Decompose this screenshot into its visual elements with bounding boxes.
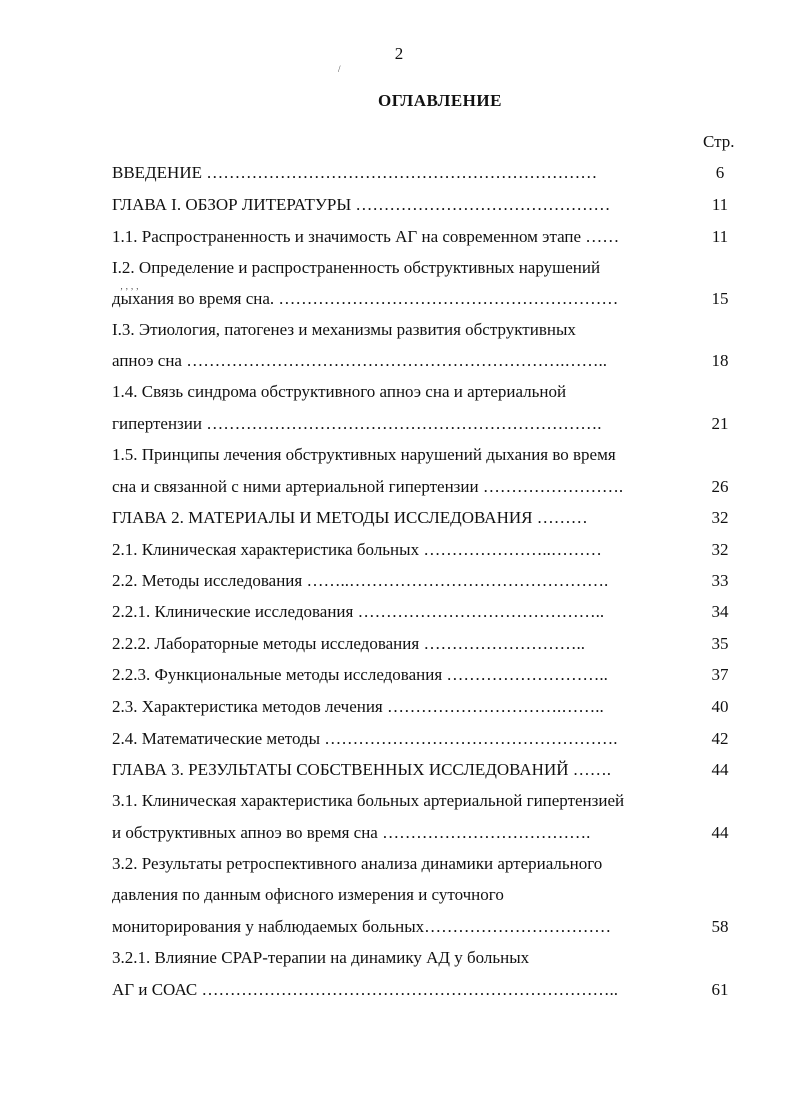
toc-page-number: 21 bbox=[711, 414, 729, 433]
toc-entry-line: ГЛАВА 3. РЕЗУЛЬТАТЫ СОБСТВЕННЫХ ИССЛЕДОВАНИЙ ……. bbox=[112, 760, 612, 779]
page-title: ОГЛАВЛЕНИЕ bbox=[378, 91, 502, 110]
toc-entry-line: гипертензии ……………………………………………………………. bbox=[112, 414, 602, 433]
toc-page-number: 40 bbox=[711, 697, 729, 716]
toc-entry-line: 2.2.3. Функциональные методы исследования ……………………….. bbox=[112, 665, 608, 684]
toc-page-number: 32 bbox=[711, 540, 729, 559]
toc-page-number: 58 bbox=[711, 917, 729, 936]
toc-entry-line: 2.2. Методы исследования ……..………………………………………. bbox=[112, 571, 609, 590]
toc-page-number: 35 bbox=[711, 634, 729, 653]
toc-entry-line: дыхания во время сна. …………………………………………………… bbox=[112, 289, 619, 308]
toc-entry-line: 2.4. Математические методы ……………………………………………. bbox=[112, 729, 618, 748]
toc-page-number: 15 bbox=[711, 289, 729, 308]
toc-entry-line: ГЛАВА 2. МАТЕРИАЛЫ И МЕТОДЫ ИССЛЕДОВАНИЯ ……… bbox=[112, 508, 588, 527]
toc-entry-line: 3.2.1. Влияние CPAP-терапии на динамику АД у больных bbox=[112, 948, 530, 967]
toc-page-number: 44 bbox=[711, 760, 729, 779]
toc-page-number: 42 bbox=[711, 729, 729, 748]
toc-page-number: 61 bbox=[711, 980, 729, 999]
toc-entry-line: 2.2.2. Лабораторные методы исследования ……………………….. bbox=[112, 634, 585, 653]
toc-entry-line: I.2. Определение и распространенность обструктивных нарушений bbox=[112, 258, 601, 277]
toc-page-number: 32 bbox=[711, 508, 729, 527]
scan-speck: / bbox=[338, 64, 341, 74]
toc-entry-line: 2.1. Клиническая характеристика больных …………………..……… bbox=[112, 540, 602, 559]
toc-entry-line: 3.1. Клиническая характеристика больных артериальной гипертензией bbox=[112, 791, 625, 810]
toc-page-number: 33 bbox=[711, 571, 729, 590]
toc-entry-line: ВВЕДЕНИЕ …………………………………………………………… bbox=[112, 163, 598, 182]
toc-entry-line: 2.2.1. Клинические исследования …………………………………….. bbox=[112, 602, 605, 621]
toc-entry-line: давления по данным офисного измерения и суточного bbox=[112, 885, 504, 904]
page-number: 2 bbox=[394, 44, 404, 63]
toc-page-number: 11 bbox=[711, 195, 729, 214]
toc-page-number: 11 bbox=[711, 227, 729, 246]
toc-entry-line: АГ и СОАС ……………………………………………………………….. bbox=[112, 980, 618, 999]
toc-entry-line: 3.2. Результаты ретроспективного анализа динамики артериального bbox=[112, 854, 603, 873]
toc-entry-line: мониторирования у наблюдаемых больных…………………………… bbox=[112, 917, 612, 936]
toc-entry-line: 1.1. Распространенность и значимость АГ на современном этапе …… bbox=[112, 227, 620, 246]
toc-page-number: 6 bbox=[715, 163, 725, 182]
toc-entry-line: I.3. Этиология, патогенез и механизмы развития обструктивных bbox=[112, 320, 576, 339]
toc-page-number: 44 bbox=[711, 823, 729, 842]
toc-page-number: 18 bbox=[711, 351, 729, 370]
toc-entry-line: ГЛАВА I. ОБЗОР ЛИТЕРАТУРЫ ……………………………………… bbox=[112, 195, 611, 214]
toc-entry-line: 1.5. Принципы лечения обструктивных нарушений дыхания во время bbox=[112, 445, 616, 464]
toc-page-number: 34 bbox=[711, 602, 729, 621]
toc-entry-line: апноэ сна ………………………………………………………….…….. bbox=[112, 351, 607, 370]
toc-entry-line: сна и связанной с ними артериальной гипертензии ……………………. bbox=[112, 477, 624, 496]
toc-entry-line: 2.3. Характеристика методов лечения ………………………….…….. bbox=[112, 697, 604, 716]
scan-speck: ‚ ‚ ‚ ‚ bbox=[120, 281, 139, 291]
toc-entry-line: 1.4. Связь синдрома обструктивного апноэ сна и артериальной bbox=[112, 382, 567, 401]
toc-page-number: 26 bbox=[711, 477, 729, 496]
toc-entry-line: и обструктивных апноэ во время сна ………………………………. bbox=[112, 823, 591, 842]
toc-page-number: 37 bbox=[711, 665, 729, 684]
page-column-header: Стр. bbox=[703, 132, 735, 151]
